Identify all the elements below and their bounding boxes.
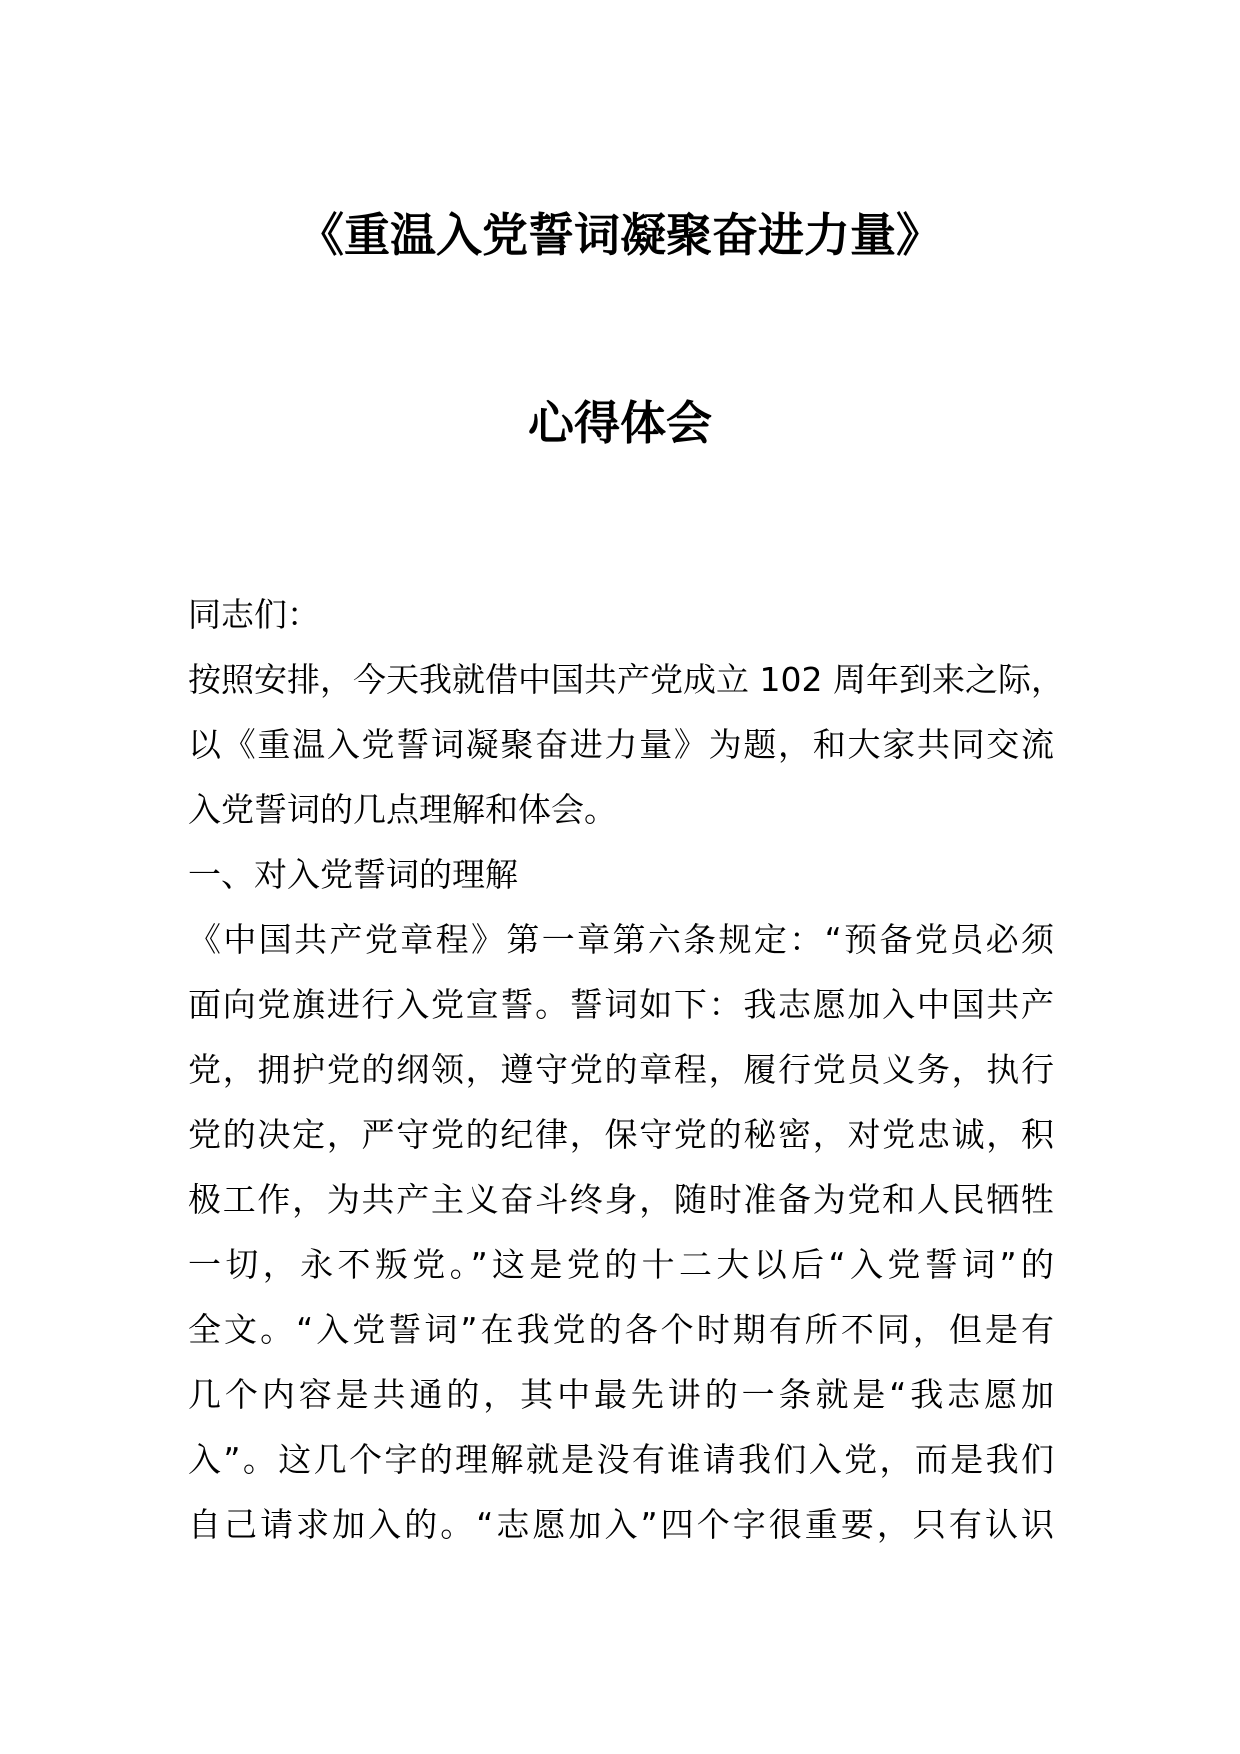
document-body: [188, 582, 1064, 1557]
text-line: 全文。“入党誓词”在我党的各个时期有所不同，但是有: [188, 1310, 1054, 1349]
text-line: 以《重温入党誓词凝聚奋进力量》为题，和大家共同交流: [188, 725, 1054, 764]
text-line: 入”。这几个字的理解就是没有谁请我们入党，而是我们: [188, 1440, 1054, 1479]
text-line: 同志们：: [188, 595, 320, 634]
document-subtitle: 心得体会: [528, 396, 712, 450]
text-line: 《中国共产党章程》第一章第六条规定：“预备党员必须: [188, 920, 1054, 959]
text-line: 自己请求加入的。“志愿加入”四个字很重要，只有认识: [188, 1505, 1054, 1544]
text-line: 几个内容是共通的，其中最先讲的一条就是“我志愿加: [188, 1375, 1054, 1414]
text-line: 入党誓词的几点理解和体会。: [188, 790, 617, 829]
text-line: 极工作，为共产主义奋斗终身，随时准备为党和人民牺牲: [188, 1180, 1054, 1219]
text-line: 党的决定，严守党的纪律，保守党的秘密，对党忠诚，积: [188, 1115, 1054, 1154]
text-line: 一、对入党誓词的理解: [188, 855, 518, 894]
text-line: 党，拥护党的纲领，遵守党的章程，履行党员义务，执行: [188, 1050, 1054, 1089]
text-line: 按照安排，今天我就借中国共产党成立 102 周年到来之际，: [188, 660, 1064, 699]
document-title: 《重温入党誓词凝聚奋进力量》: [298, 208, 942, 262]
text-line: 一切，永不叛党。”这是党的十二大以后“入党誓词”的: [188, 1245, 1054, 1284]
text-line: 面向党旗进行入党宣誓。誓词如下：我志愿加入中国共产: [188, 985, 1054, 1024]
